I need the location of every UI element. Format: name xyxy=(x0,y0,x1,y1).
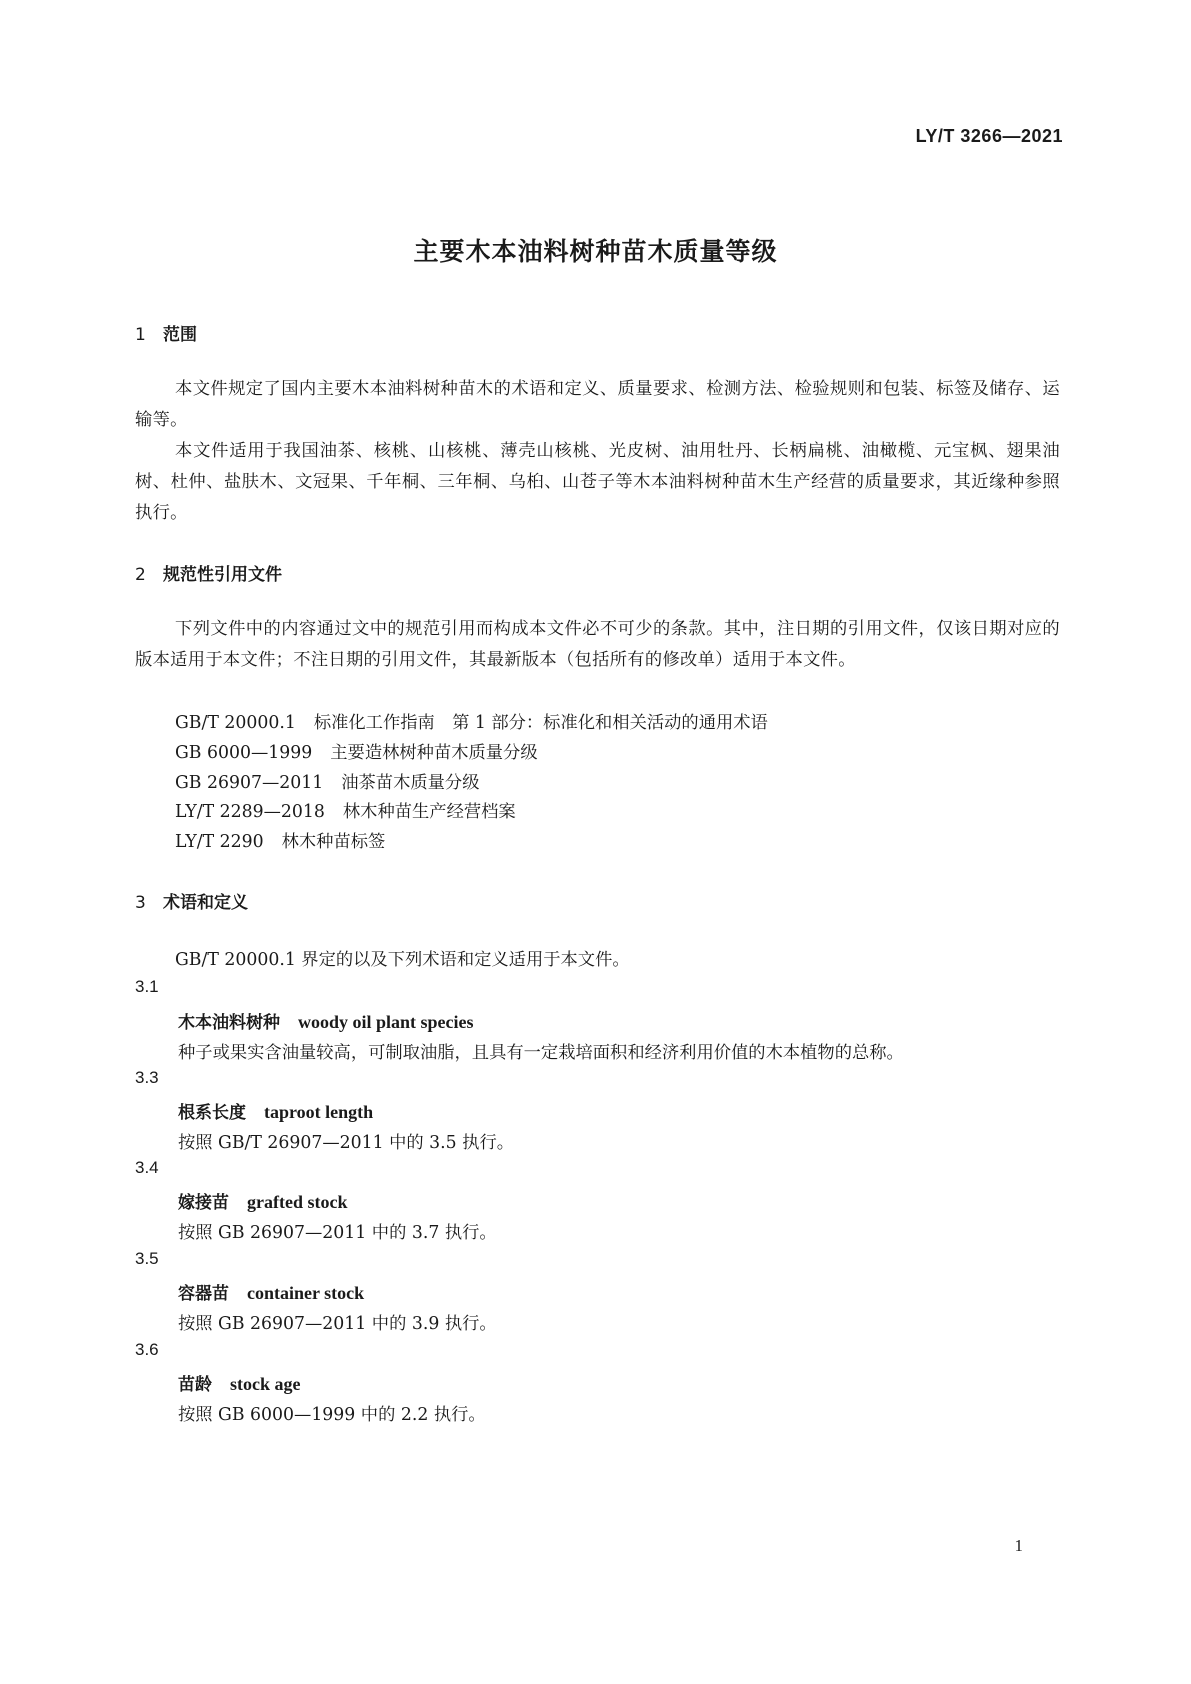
reference-title: 林木种苗标签 xyxy=(281,832,386,852)
section-2-heading xyxy=(135,560,282,585)
term-heading xyxy=(178,1008,474,1033)
reference-code: GB 6000—1999 xyxy=(175,743,313,763)
reference-item xyxy=(175,738,538,763)
term-heading xyxy=(178,1370,301,1395)
section-title: 术语和定义 xyxy=(163,893,248,913)
term-heading xyxy=(178,1188,347,1213)
section-number: 3 xyxy=(135,893,146,913)
term-definition: 按照 GB 26907—2011 中的 3.9 执行。 xyxy=(178,1314,497,1334)
reference-item xyxy=(175,797,516,822)
section-1-heading xyxy=(135,320,197,345)
term-number: 3.5 xyxy=(135,1249,159,1268)
term-en: grafted stock xyxy=(247,1192,348,1212)
section-1-paragraph: 本文件适用于我国油茶、核桃、山核桃、薄壳山核桃、光皮树、油用牡丹、长柄扁桃、油橄榄、元宝枫、翅果油树、杜仲、盐肤木、文冠果、千年桐、三年桐、乌桕、山苍子等木本油料树种苗木生产经营的质量要求，其近缘种参照执行。 xyxy=(135,441,1060,523)
term-zh: 嫁接苗 xyxy=(178,1193,229,1213)
section-title: 范围 xyxy=(163,325,197,345)
term-zh: 木本油料树种 xyxy=(178,1013,280,1033)
reference-code: LY/T 2290 xyxy=(175,832,264,852)
term-number: 3.6 xyxy=(135,1340,159,1359)
reference-code: GB 26907—2011 xyxy=(175,773,324,793)
term-zh: 苗龄 xyxy=(178,1375,212,1395)
term-zh: 根系长度 xyxy=(178,1103,246,1123)
term-en: container stock xyxy=(247,1283,365,1303)
reference-item xyxy=(175,768,480,793)
term-en: stock age xyxy=(230,1374,301,1394)
term-en: woody oil plant species xyxy=(298,1012,474,1032)
term-number: 3.1 xyxy=(135,977,159,996)
term-number: 3.3 xyxy=(135,1068,159,1087)
reference-title: 林木种苗生产经营档案 xyxy=(342,802,516,822)
section-title: 规范性引用文件 xyxy=(163,565,282,585)
section-number: 2 xyxy=(135,565,146,585)
section-1-paragraph: 本文件规定了国内主要木本油料树种苗木的术语和定义、质量要求、检测方法、检验规则和包装、标签及储存、运输等。 xyxy=(135,379,1060,430)
term-zh: 容器苗 xyxy=(178,1284,229,1304)
section-3-intro: GB/T 20000.1 界定的以及下列术语和定义适用于本文件。 xyxy=(175,950,630,970)
reference-code: GB/T 20000.1 xyxy=(175,713,296,733)
reference-code: LY/T 2289—2018 xyxy=(175,802,325,822)
section-3-heading xyxy=(135,888,248,913)
term-en: taproot length xyxy=(264,1102,374,1122)
reference-title: 标准化工作指南 第 1 部分：标准化和相关活动的通用术语 xyxy=(313,713,768,733)
reference-title: 主要造林树种苗木质量分级 xyxy=(330,743,538,763)
term-heading xyxy=(178,1098,373,1123)
term-number: 3.4 xyxy=(135,1158,159,1177)
reference-item xyxy=(175,827,385,852)
term-definition: 按照 GB 6000—1999 中的 2.2 执行。 xyxy=(178,1405,486,1425)
term-definition: 种子或果实含油量较高，可制取油脂，且具有一定栽培面积和经济利用价值的木本植物的总称。 xyxy=(178,1043,904,1063)
reference-item xyxy=(175,708,768,733)
section-number: 1 xyxy=(135,325,146,345)
term-definition: 按照 GB/T 26907—2011 中的 3.5 执行。 xyxy=(178,1133,515,1153)
term-heading xyxy=(178,1279,364,1304)
page-number: 1 xyxy=(1014,1536,1023,1555)
standard-number: LY/T 3266—2021 xyxy=(915,126,1063,146)
section-2-intro: 下列文件中的内容通过文中的规范引用而构成本文件必不可少的条款。其中，注日期的引用文件，仅该日期对应的版本适用于本文件；不注日期的引用文件，其最新版本（包括所有的修改单）适用于本文件。 xyxy=(135,619,1060,670)
document-title: 主要木本油料树种苗木质量等级 xyxy=(413,237,778,266)
reference-title: 油茶苗木质量分级 xyxy=(341,773,480,793)
term-definition: 按照 GB 26907—2011 中的 3.7 执行。 xyxy=(178,1223,497,1243)
